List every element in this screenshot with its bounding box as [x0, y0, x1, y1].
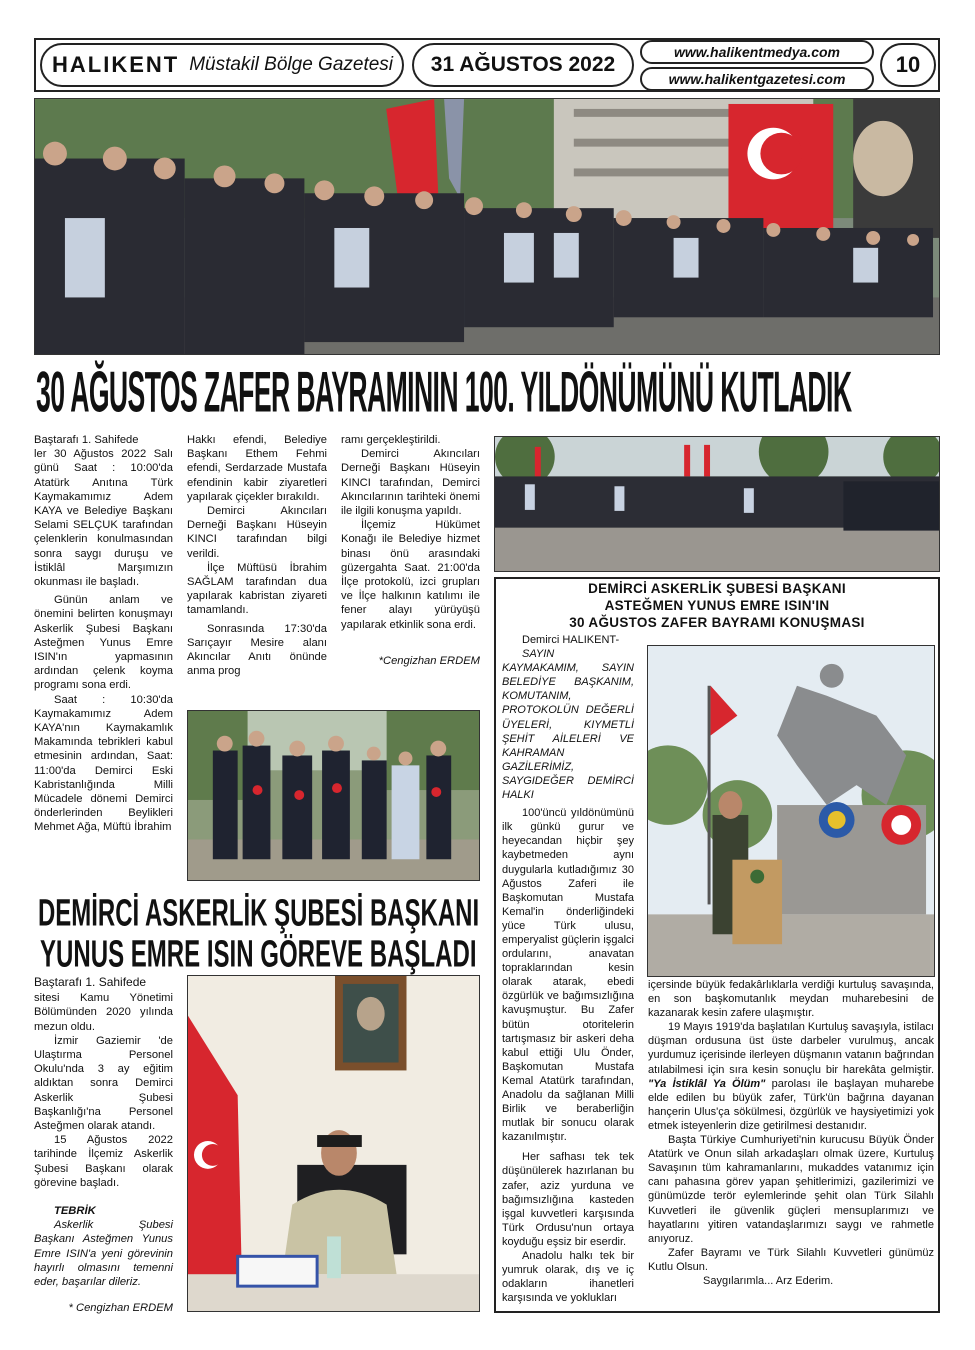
paragraph: Zafer Bayramı ve Türk Silahlı Kuvvetleri günümüz Kutlu Olsun. [648, 1246, 934, 1273]
paragraph: sitesi Kamu Yönetimi Bölümünden 2020 yılında mezun oldu. [34, 992, 173, 1033]
website-link-media[interactable]: www.halikentmedya.com [640, 40, 874, 64]
newspaper-name-pill [40, 43, 404, 87]
paragraph: ler 30 Ağustos 2022 Salı günü Saat : 10:00'da Atatürk Anıtına Türk Kaymakamımız Adem KAYA ve Belediye Başkanı Selami SELÇUK tarafından çelenklerin konulmasından sonra saygı duruşu ve İstiklâl Marşımızın okunması ile başladı. [34, 448, 173, 589]
paragraph: 15 Ağustos 2022 tarihinde İlçemiz Askerlik Şubesi Başkanı olarak görevine başladı. [34, 1134, 173, 1189]
paragraph: Her safhası tek tek düşünülerek hazırlanan bu zafer, aziz yurduna ve bağımsızlığına kasteden işgal kuvvetleri karşısında Türk Ordusu'nun ortaya koyduğu eşsiz bir eserdir. [502, 1151, 634, 1248]
speech-salutation: SAYIN KAYMAKAMIM, SAYIN BELEDİYE BAŞKANIM, KOMUTANIM, PROTOKOLÜN DEĞERLİ ÜYELERİ, KIYMETLİ ŞEHİT AİLELERİ VE KAHRAMAN GAZİLERİMİZ, SAYGIDEĞER DEMİRCİ HALKI [502, 648, 634, 802]
article1-column-3 [341, 433, 480, 668]
speech-title-line3: 30 AĞUSTOS ZAFER BAYRAMI KONUŞMASI [569, 615, 865, 630]
paragraph: Günün anlam ve önemini belirten konuşmayı Askerlik Şubesi Başkanı Asteğmen Yunus Emre ISIN'ın yapmasının ardından çelenk koyma programı sona erdi. [34, 594, 173, 692]
speech-title-line1: DEMİRCİ ASKERLİK ŞUBESİ BAŞKANI [588, 581, 846, 596]
ceremony-lineup-photo [494, 436, 940, 572]
article1-column-1 [34, 433, 173, 835]
continued-from-note: Baştarafı 1. Sahifede [34, 434, 139, 446]
paragraph: ramı gerçekleştirildi. [341, 434, 441, 446]
headline-victory-day: 30 AĞUSTOS ZAFER BAYRAMININ 100. YILDÖNÜMÜNÜ KUTLADIK [36, 361, 852, 425]
paragraph: Başta Türkiye Cumhuriyeti'nin kurucusu Büyük Önder Atatürk ve Onun silah arkadaşları olmak üzere, Kurtuluş Savaşının tüm kahramanlarını, mukaddes vatanımız için canı pahasına görev yapan şehitlerimizi, gazilerimizi ve günümüzde terör eylemlerinde şehit olan Türk Silahlı Kuvvetleri ile güvenlik güçleri mensuplarımızı ve hayatlarını yitiren vatandaşlarımızı saygı ve rahmetle anıyoruz. [648, 1134, 934, 1245]
congratulation-text: Askerlik Şubesi Başkanı Asteğmen Yunus Emre ISIN'a yeni görevinin hayırlı olmasını temenni eder, başarılar dileriz. [34, 1219, 173, 1289]
speech-column-2 [648, 978, 934, 1288]
speech-column-1 [502, 633, 634, 1305]
cemetery-visit-photo [187, 710, 480, 881]
dateline: Demirci HALIKENT- [522, 634, 620, 646]
monument-speech-photo [647, 645, 935, 977]
ceremony-crowd-photo [34, 98, 940, 355]
author-signature: *Cengizhan ERDEM [378, 654, 480, 667]
author-signature: * Cengizhan ERDEM [68, 1302, 173, 1315]
headline-new-commander-line2: YUNUS EMRE ISIN GÖREVE BAŞLADI [40, 932, 477, 976]
masthead [34, 38, 940, 92]
paragraph: İlçemiz Hükümet Konağı ile Belediye hizmet binası önü arasındaki güzergahta Saat. 21:00'da İlçe protokolü, izci grupları ve İlçe halkının katılımı ile fener alayı yürüyüşü yapılarak etkinlik sona erdi. [341, 519, 480, 631]
continued-from-note: Baştarafı 1. Sahifede [34, 975, 147, 989]
paragraph: İzmir Gaziemir 'de Ulaştırma Personel Okulu'nda 3 ay eğitim aldıktan sonra Demirci Askerlik Şubesi Başkanlığı'na Personel Asteğmen olarak atandı. [34, 1034, 173, 1133]
officer-portrait-photo [187, 975, 480, 1312]
paragraph: Sonrasında 17:30'da Sarıçayır Mesire alanı Akıncılar Anıtı önünde anma prog [187, 622, 327, 678]
website-link-gazette[interactable]: www.halikentgazetesi.com [640, 67, 874, 91]
paragraph: Demirci Akıncıları Derneği Başkanı Hüseyin KINCI tarafından bilgi verildi. [187, 505, 327, 560]
page-number: 10 [880, 43, 936, 87]
issue-date: 31 AĞUSTOS 2022 [412, 43, 634, 87]
closing-line: Saygılarımla... Arz Ederim. [703, 1274, 834, 1287]
paragraph-with-quote [648, 1020, 934, 1133]
paragraph: içersinde büyük fedakârlıklarla verdiği kurtuluş savaşında, en son başkomutanlık meydan muharebesini de kazanarak kesin zafere ulaşmıştır. [648, 979, 934, 1020]
paragraph: Hakkı efendi, Belediye Başkanı Ethem Fehmi efendi, Serdarzade Mustafa efendinin kabir ziyaretleri yapılarak çiçekler bırakıldı. [187, 434, 327, 503]
paragraph-part: 19 Mayıs 1919'da başlatılan Kurtuluş savaşıyla, istilacı düşman ordusuna üst üste darbeler vurulmuş, ancak yurdumuz içerisinde ilerleyen düşmanın vatanın bağrından atılabilmesi için sıra kesin sonuçlu bir harekâta gelmiştir. [648, 1021, 934, 1076]
paragraph: Saat : 10:30'da Kaymakamımız Adem KAYA'nın Kaymakamlık Makamında tebrikleri kabul etmesinin ardından, Saat: 11:00'da Demirci Eski Kabristanlığında Milli Mücadele dönemi Demirci önderlerinden Beylikleri Mehmet Ağa, Müftü İbrahim [34, 693, 173, 834]
article2-column [34, 975, 173, 1315]
headline-new-commander-line1: DEMİRCİ ASKERLİK ŞUBESİ BAŞKANI [38, 891, 480, 935]
paragraph: İlçe Müftüsü İbrahim SAĞLAM tarafından dua yapılarak kabristan ziyareti tamamlandı. [187, 561, 327, 617]
paragraph-part: parolası ile başlayan muharebe elde edilen bu büyük zafer, Türk'ün bağrına dayanan hançerin Ulus'ça sökülmesi, özgürlük ve haysiyetimizi yok etmek isteyenlerin dize getirilmesi destanıdır. [648, 1077, 934, 1132]
paragraph: Anadolu halkı tek bir yumruk olarak, dış ve iç odakların ihanetleri karşısında ve yoklukları [502, 1250, 634, 1305]
newspaper-subtitle: Müstakil Bölge Gazetesi [189, 54, 394, 75]
congratulation-title: TEBRİK [54, 1205, 96, 1218]
independence-quote: "Ya İstiklâl Ya Ölüm" [648, 1077, 766, 1090]
article1-column-2 [187, 433, 327, 678]
paragraph: Demirci Akıncıları Derneği Başkanı Hüseyin KINCI tarafından, Demirci Akıncılarının tarihteki önemi ile ilgili konuşma yapıldı. [341, 448, 480, 518]
newspaper-brand: HALIKENT [52, 52, 180, 77]
speech-title-line2: ASTEĞMEN YUNUS EMRE ISIN'IN [604, 598, 830, 613]
paragraph: 100'üncü yıldönümünü ilk günkü gurur ve heyecandan hiçbir şey kaybetmeden aynı duygularla kutladığımız 30 Ağustos Zaferi ile Başkomutan Mustafa Kemal'in önderliğindeki yüce Türk ulusu, emperyalist güçlerin işgalci ordularını, anavatan topraklarından kesin olarak atarak, ebedi özgürlük ve bağımsızlığına kavuşmuştur. Bu Zafer bütün otoritelerin tartışmasız bir askeri deha kabul ettiği Ulu Önder, Başkomutan Mustafa Kemal Atatürk tarafından, Anadolu da sağlanan Milli Birlik ve beraberliğin mutlak bir sonucu olarak kazanılmıştır. [502, 807, 634, 1144]
